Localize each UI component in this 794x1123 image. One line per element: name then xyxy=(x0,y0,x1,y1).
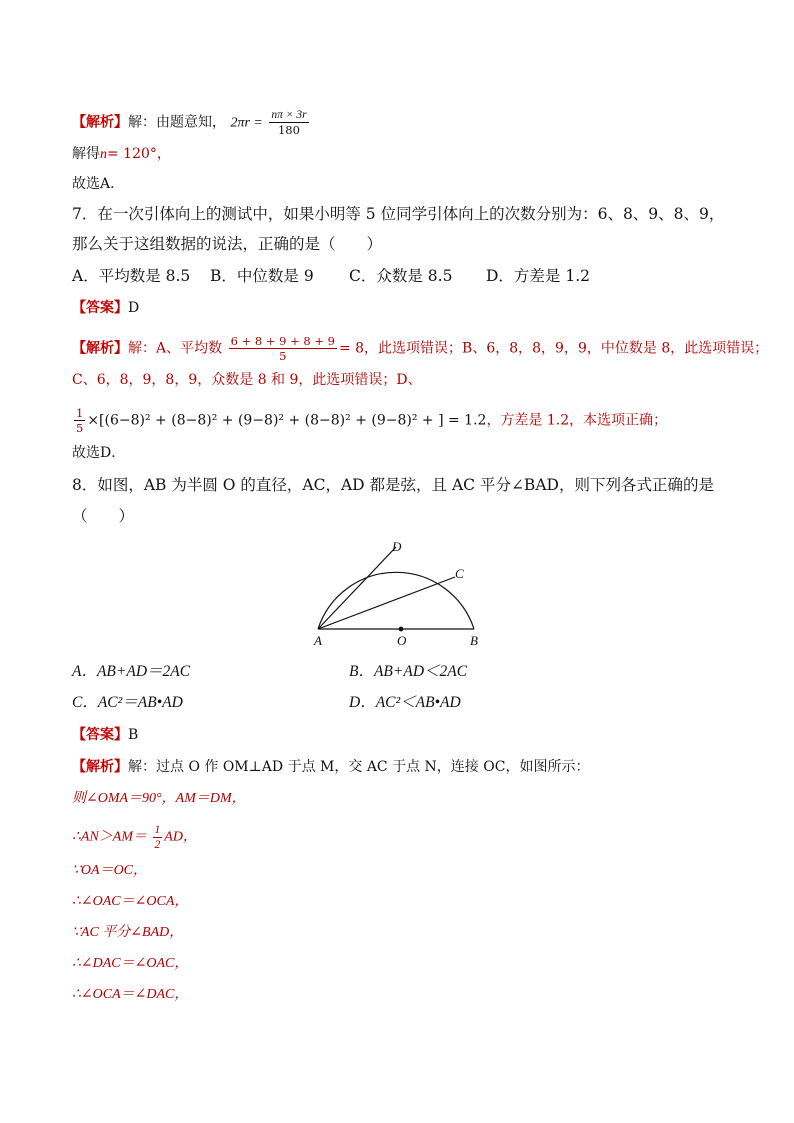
q7-choose: 故选D． xyxy=(72,445,126,461)
q6-solve-text: 解得 xyxy=(72,146,100,162)
q8-stem-line2: （ ） xyxy=(72,507,135,525)
q8-option-d: D．AC²＜AB•AD xyxy=(349,694,461,711)
q8-half-num: 1 xyxy=(154,824,161,836)
chord-ac xyxy=(318,577,455,629)
chord-ad xyxy=(318,547,396,629)
analysis-tag: 【解析】 xyxy=(72,340,128,357)
q8-option-a: A．AB+AD＝2AC xyxy=(72,663,191,680)
q8-sol-line7: ∴∠DAC＝∠OAC， xyxy=(72,956,189,971)
q7-analysis-line2: C、6，8，9，8，9，众数是 8 和 9，此选项错误；D、 xyxy=(72,372,422,388)
q8-sol-line3 xyxy=(72,823,197,852)
q7-option-c: C．众数是 8.5 xyxy=(349,267,453,285)
q8-sol-line2: 则∠OMA＝90°，AM＝DM， xyxy=(72,791,246,806)
q7-a1-prefix: 解：A、平均数 xyxy=(128,340,223,357)
q7-mean-den: 5 xyxy=(279,349,287,363)
label-o: O xyxy=(397,633,407,648)
q8-option-c: C．AC²＝AB•AD xyxy=(72,694,183,711)
q8-sol-line8: ∴∠OCA＝∠DAC， xyxy=(72,987,189,1002)
q8-an-prefix: ∴AN＞AM＝ xyxy=(72,829,148,845)
q7-analysis-line1 xyxy=(72,334,768,363)
q6-solution-prefix: 解：由题意知， xyxy=(128,114,226,131)
q8-sol-line4: ∵OA＝OC， xyxy=(72,863,148,878)
q7-a3-suffix: ，方差是 1.2，本选项正确； xyxy=(486,412,668,429)
q7-option-b: B．中位数是 9 xyxy=(210,267,314,285)
analysis-tag: 【解析】 xyxy=(72,759,128,775)
q7-option-d: D．方差是 1.2 xyxy=(486,267,591,285)
q7-answer-line xyxy=(72,298,139,318)
q7-answer: D xyxy=(128,300,140,316)
q7-stem-line1: 7．在一次引体向上的测试中，如果小明等 5 位同学引体向上的次数分别为：6、8、9、8、9， xyxy=(72,205,725,223)
q8-sol-line6: ∵AC 平分∠BAD， xyxy=(72,925,184,940)
q6-choose: 故选A． xyxy=(72,176,125,192)
q8-an-suffix: AD， xyxy=(164,829,197,845)
q6-solution-line1 xyxy=(72,108,311,137)
q6-result: = 120°， xyxy=(107,146,171,162)
q6-solution-line2 xyxy=(72,144,171,165)
center-point xyxy=(399,627,404,632)
q7-var-den: 5 xyxy=(76,421,84,435)
label-d: D xyxy=(392,539,402,554)
q7-variance-fraction xyxy=(74,406,85,435)
q7-a1-suffix: = 8，此选项错误；B、6，8，8，9，9，中位数是 8，此选项错误； xyxy=(338,340,769,357)
q8-answer: B xyxy=(128,727,139,743)
label-b: B xyxy=(470,633,478,648)
q8-half-den: 2 xyxy=(154,839,161,851)
answer-tag: 【答案】 xyxy=(72,727,128,743)
answer-tag: 【答案】 xyxy=(72,300,128,316)
q8-stem-line1: 8．如图，AB 为半圆 O 的直径，AC，AD 都是弦，且 AC 平分∠BAD，则下列各式正确的是 xyxy=(72,476,714,494)
q6-frac-den: 180 xyxy=(277,123,300,137)
analysis-tag: 【解析】 xyxy=(72,114,128,131)
q6-var: n xyxy=(100,147,107,162)
q8-sol-0: 解：过点 O 作 OM⊥AD 于点 M，交 AC 于点 N，连接 OC，如图所示： xyxy=(128,759,590,775)
q7-stem-line2: 那么关于这组数据的说法，正确的是（ ） xyxy=(72,235,383,253)
q7-variance-expr: ×[(6−8)² + (8−8)² + (9−8)² + (8−8)² + (9−8)² + ] = 1.2 xyxy=(87,412,487,429)
q7-var-num: 1 xyxy=(76,406,84,420)
semicircle-figure xyxy=(305,537,505,652)
q7-mean-num: 6 + 8 + 9 + 8 + 9 xyxy=(230,334,335,348)
q7-analysis-line3 xyxy=(72,406,667,435)
q8-option-b: B．AB+AD＜2AC xyxy=(349,663,468,680)
q8-half-fraction xyxy=(153,823,163,852)
q8-analysis-line1 xyxy=(72,757,589,777)
q7-mean-fraction xyxy=(229,334,337,363)
q6-frac-num: nπ × 3r xyxy=(271,109,307,121)
label-a: A xyxy=(314,633,322,648)
q6-lhs: 2πr = xyxy=(230,115,263,131)
q7-option-a: A．平均数是 8.5 xyxy=(72,267,191,285)
q8-answer-line xyxy=(72,725,138,745)
q8-sol-line5: ∴∠OAC＝∠OCA， xyxy=(72,894,189,909)
label-c: C xyxy=(455,566,464,581)
q6-fraction xyxy=(269,108,308,137)
